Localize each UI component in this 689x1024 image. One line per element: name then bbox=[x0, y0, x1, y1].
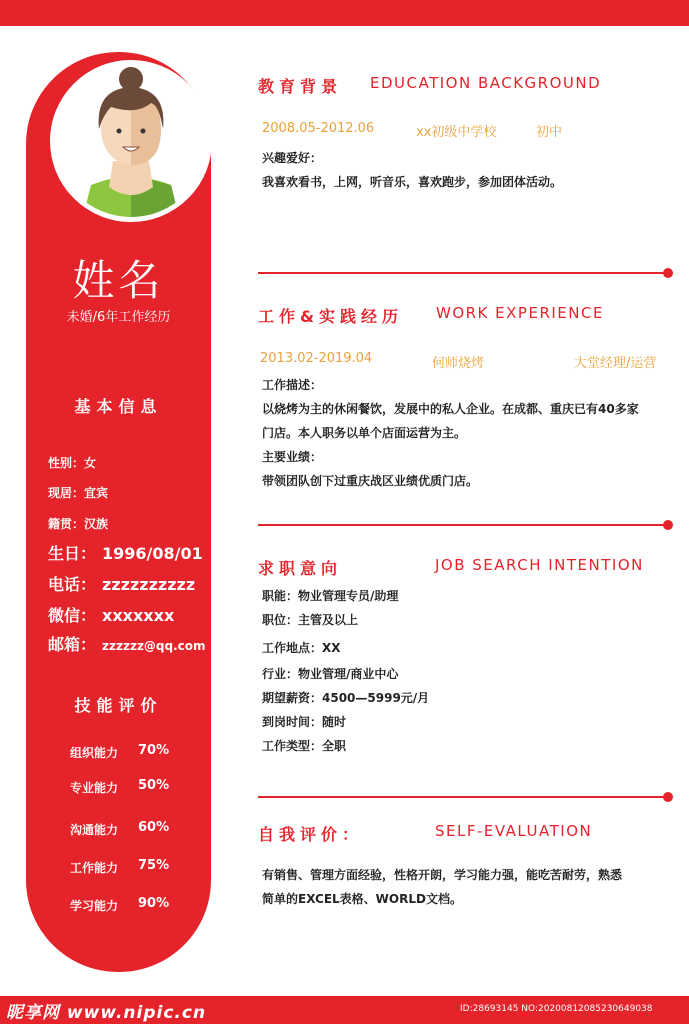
self-eval-title-en: SELF-EVALUATION bbox=[435, 822, 593, 840]
skill-label: 组织能力 bbox=[70, 746, 119, 760]
birthday-row bbox=[48, 541, 203, 564]
skill-item bbox=[70, 858, 170, 876]
skill-percent: 50% bbox=[138, 778, 170, 793]
intention-line: 职位：主管及以上 bbox=[262, 613, 359, 627]
skill-percent: 90% bbox=[138, 896, 170, 911]
person-name: 姓名 bbox=[72, 256, 165, 305]
intention-line: 职能：物业管理专员/助理 bbox=[262, 589, 399, 603]
wechat-label: 微信： bbox=[48, 606, 97, 625]
phone-label: 电话： bbox=[48, 575, 97, 594]
wechat-value: xxxxxxx bbox=[102, 606, 175, 625]
intention-title-en: JOB SEARCH INTENTION bbox=[435, 556, 644, 574]
self-eval-title: 自我评价： bbox=[258, 825, 364, 844]
origin: 籍贯：汉族 bbox=[48, 517, 109, 531]
person-subtitle: 未婚/6年工作经历 bbox=[66, 310, 171, 325]
skill-label: 工作能力 bbox=[70, 861, 119, 875]
self-eval-line1: 有销售、管理方面经验，性格开朗，学习能力强，能吃苦耐劳，熟悉 bbox=[262, 868, 623, 882]
phone-row bbox=[48, 572, 195, 595]
skill-item bbox=[70, 778, 170, 796]
education-period: 2008.05-2012.06 bbox=[262, 121, 375, 136]
intention-line: 工作地点：XX bbox=[262, 641, 341, 655]
top-bar bbox=[0, 0, 689, 26]
intention-title: 求职意向 bbox=[258, 559, 343, 578]
work-desc-line1: 以烧烤为主的休闲餐饮，发展中的私人企业。在成都、重庆已有40多家 bbox=[262, 402, 639, 416]
watermark-id: ID:28693145 NO:20200812085230649038 bbox=[460, 1004, 653, 1014]
education-title-en: EDUCATION BACKGROUND bbox=[370, 74, 602, 92]
email-label: 邮箱： bbox=[48, 635, 97, 654]
gender: 性别：女 bbox=[48, 456, 97, 470]
skill-item bbox=[70, 896, 170, 914]
section-divider bbox=[258, 796, 666, 798]
work-title-en: WORK EXPERIENCE bbox=[436, 304, 604, 322]
hobby-label: 兴趣爱好： bbox=[262, 151, 323, 165]
skill-item bbox=[70, 743, 170, 761]
work-title: 工作&实践经历 bbox=[258, 307, 403, 326]
section-divider bbox=[258, 272, 666, 274]
phone-value: zzzzzzzzzz bbox=[102, 575, 196, 594]
residence: 现居：宜宾 bbox=[48, 486, 109, 500]
avatar bbox=[50, 60, 212, 222]
birthday-label: 生日： bbox=[48, 544, 97, 563]
education-title: 教育背景 bbox=[258, 77, 343, 96]
skill-label: 沟通能力 bbox=[70, 823, 119, 837]
education-school: xx初级中学校 bbox=[416, 125, 497, 140]
work-desc-label: 工作描述： bbox=[262, 378, 323, 392]
work-period: 2013.02-2019.04 bbox=[260, 351, 373, 366]
skill-percent: 60% bbox=[138, 820, 170, 835]
work-achieve-label: 主要业绩： bbox=[262, 450, 323, 464]
birthday-value: 1996/08/01 bbox=[102, 544, 203, 563]
intention-line: 工作类型：全职 bbox=[262, 739, 347, 753]
divider-dot bbox=[663, 792, 673, 802]
self-eval-line2: 简单的EXCEL表格、WORLD文档。 bbox=[262, 892, 462, 906]
email-value: zzzzzz@qq.com bbox=[102, 639, 206, 653]
intention-line: 到岗时间：随时 bbox=[262, 715, 347, 729]
education-level: 初中 bbox=[536, 125, 563, 140]
work-company: 何师烧烤 bbox=[432, 356, 485, 371]
intention-line: 期望薪资：4500—5999元/月 bbox=[262, 691, 430, 705]
section-divider bbox=[258, 524, 666, 526]
intention-line: 行业：物业管理/商业中心 bbox=[262, 667, 399, 681]
work-position: 大堂经理/运营 bbox=[574, 356, 657, 371]
divider-dot bbox=[663, 268, 673, 278]
skills-heading: 技能评价 bbox=[74, 696, 163, 715]
skill-percent: 75% bbox=[138, 858, 170, 873]
work-achieve-text: 带领团队创下过重庆战区业绩优质门店。 bbox=[262, 474, 479, 488]
email-row bbox=[48, 632, 206, 655]
watermark-brand: 昵享网 www.nipic.cn bbox=[6, 1003, 207, 1023]
work-desc-line2: 门店。本人职务以单个店面运营为主。 bbox=[262, 426, 467, 440]
skill-label: 学习能力 bbox=[70, 899, 119, 913]
wechat-row bbox=[48, 603, 174, 626]
basic-info-heading: 基本信息 bbox=[74, 397, 163, 416]
skill-percent: 70% bbox=[138, 743, 170, 758]
skill-item bbox=[70, 820, 170, 838]
hobby-text: 我喜欢看书，上网，听音乐，喜欢跑步，参加团体活动。 bbox=[262, 175, 563, 189]
divider-dot bbox=[663, 520, 673, 530]
skill-label: 专业能力 bbox=[70, 781, 119, 795]
